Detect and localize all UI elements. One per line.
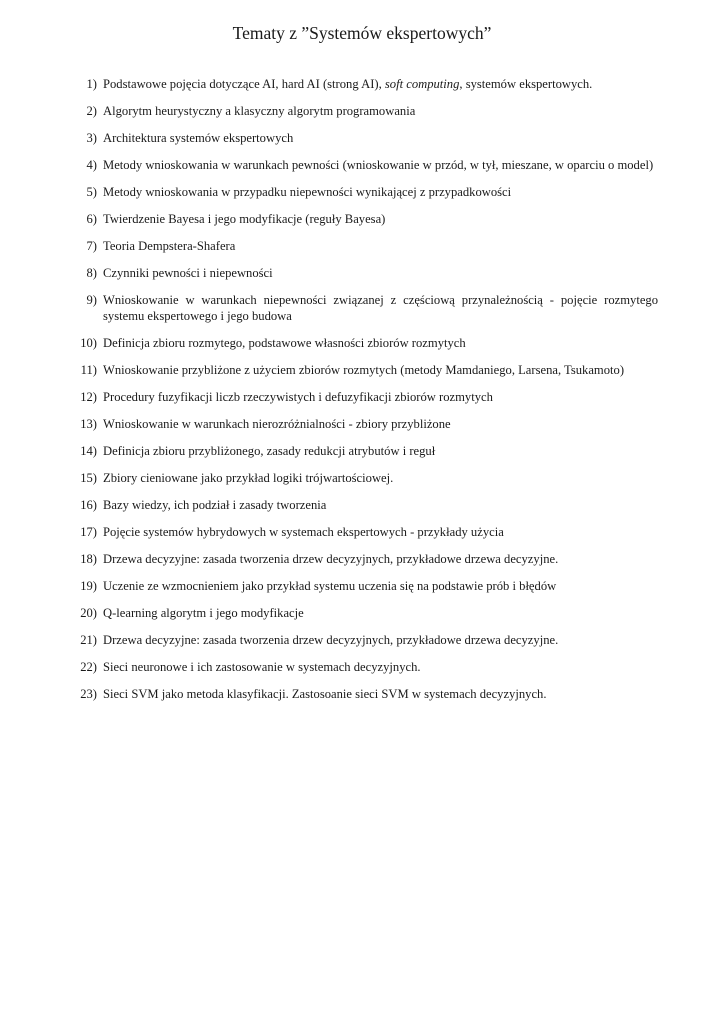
topic-text — [103, 552, 558, 566]
topic-number: 19) — [80, 579, 97, 593]
topic-item — [72, 130, 658, 146]
topic-text — [103, 363, 624, 377]
topic-text — [103, 579, 556, 593]
topic-text — [103, 633, 558, 647]
topic-text-main: Drzewa decyzyjne: zasada tworzenia drzew decyzyjnych, przykładowe drzewa decyzyjne. — [103, 633, 559, 647]
topic-text — [103, 239, 235, 253]
topic-item — [72, 470, 658, 486]
topic-text — [103, 293, 658, 323]
topic-text — [103, 131, 293, 145]
topic-number: 18) — [80, 552, 97, 566]
topic-text-main: Wnioskowanie w warunkach nierozróżnialności - zbiory przybliżone — [103, 417, 451, 431]
topic-item — [72, 103, 658, 119]
topic-text-main: Wnioskowanie w warunkach niepewności związanej z częściową przynależnością - pojęcie rozmytego systemu ekspertowego i jego budowa — [103, 293, 658, 323]
topic-number: 1) — [86, 77, 97, 91]
topic-text-main: Architektura systemów ekspertowych — [103, 131, 294, 145]
topic-item — [72, 578, 658, 594]
topic-text-suffix: , systemów ekspertowych. — [459, 77, 593, 91]
topic-text-main: Teoria Dempstera-Shafera — [103, 239, 236, 253]
topic-text — [103, 444, 435, 458]
topic-text — [103, 660, 421, 674]
topic-item — [72, 362, 658, 378]
topic-text — [103, 390, 493, 404]
topic-text-main: Wnioskowanie przybliżone z użyciem zbiorów rozmytych (metody Mamdaniego, Larsena, Tsukamoto) — [103, 363, 625, 377]
topic-number: 22) — [80, 660, 97, 674]
topic-text — [103, 336, 466, 350]
topic-text-main: Uczenie ze wzmocnieniem jako przykład systemu uczenia się na podstawie prób i błędów — [103, 579, 557, 593]
topic-number: 16) — [80, 498, 97, 512]
topic-text-main: Sieci SVM jako metoda klasyfikacji. Zastosoanie sieci SVM w systemach decyzyjnych. — [103, 687, 547, 701]
topic-text — [103, 266, 273, 280]
topic-item — [72, 389, 658, 405]
topic-text-main: Q-learning algorytm i jego modyfikacje — [103, 606, 304, 620]
topic-number: 12) — [80, 390, 97, 404]
topic-text — [103, 212, 385, 226]
topic-number: 15) — [80, 471, 97, 485]
topic-item — [72, 605, 658, 621]
topic-text — [103, 471, 393, 485]
topic-item — [72, 551, 658, 567]
topic-item — [72, 524, 658, 540]
topic-text-main: Definicja zbioru rozmytego, podstawowe własności zbiorów rozmytych — [103, 336, 466, 350]
topic-text-main: Czynniki pewności i niepewności — [103, 266, 273, 280]
topic-item — [72, 238, 658, 254]
topic-text-main: Twierdzenie Bayesa i jego modyfikacje (reguły Bayesa) — [103, 212, 386, 226]
topic-item — [72, 686, 658, 702]
topic-number: 5) — [86, 185, 97, 199]
topic-text-main: Metody wnioskowania w warunkach pewności (wnioskowanie w przód, w tył, mieszane, w oparciu o model) — [103, 158, 654, 172]
topic-list — [72, 76, 658, 713]
topic-number: 14) — [80, 444, 97, 458]
topic-number: 11) — [80, 363, 97, 377]
topic-item — [72, 184, 658, 200]
topic-text-main: Sieci neuronowe i ich zastosowanie w systemach decyzyjnych. — [103, 660, 421, 674]
topic-text — [103, 104, 415, 118]
topic-number: 7) — [86, 239, 97, 253]
topic-number: 23) — [80, 687, 97, 701]
topic-text-emphasis: soft computing — [384, 77, 460, 91]
topic-text-main: Metody wnioskowania w przypadku niepewności wynikającej z przypadkowości — [103, 185, 512, 199]
topic-item — [72, 76, 658, 92]
topic-number: 10) — [80, 336, 97, 350]
topic-text — [103, 687, 546, 701]
topic-text-main: Procedury fuzyfikacji liczb rzeczywistych i defuzyfikacji zbiorów rozmytych — [103, 390, 493, 404]
topic-item — [72, 497, 658, 513]
topic-item — [72, 659, 658, 675]
topic-number: 21) — [80, 633, 97, 647]
topic-item — [72, 443, 658, 459]
topic-item — [72, 265, 658, 281]
topic-item — [72, 335, 658, 351]
topic-text — [103, 606, 304, 620]
topic-number: 8) — [86, 266, 97, 280]
document-title: Tematy z ”Systemów ekspertowych” — [232, 23, 492, 43]
topic-text — [103, 158, 653, 172]
topic-text — [103, 525, 504, 539]
topic-text-main: Pojęcie systemów hybrydowych w systemach ekspertowych - przykłady użycia — [103, 525, 504, 539]
topic-text — [103, 417, 451, 431]
topic-number: 6) — [86, 212, 97, 226]
topic-number: 2) — [86, 104, 97, 118]
topic-text-main: Bazy wiedzy, ich podział i zasady tworzenia — [103, 498, 327, 512]
topic-number: 17) — [80, 525, 97, 539]
topic-item — [72, 632, 658, 648]
topic-text — [103, 185, 511, 199]
topic-text — [103, 77, 592, 91]
topic-text-main: Algorytm heurystyczny a klasyczny algorytm programowania — [103, 104, 416, 118]
topic-text — [103, 498, 326, 512]
topic-number: 4) — [86, 158, 97, 172]
topic-number: 9) — [86, 293, 97, 307]
topic-number: 3) — [86, 131, 97, 145]
topic-text-main: Podstawowe pojęcia dotyczące AI, hard AI (strong AI), — [103, 77, 385, 91]
topic-text-main: Drzewa decyzyjne: zasada tworzenia drzew decyzyjnych, przykładowe drzewa decyzyjne. — [103, 552, 559, 566]
topic-item — [72, 211, 658, 227]
topic-text-main: Zbiory cieniowane jako przykład logiki trójwartościowej. — [103, 471, 394, 485]
topic-text-main: Definicja zbioru przybliżonego, zasady redukcji atrybutów i reguł — [103, 444, 436, 458]
topic-item — [72, 157, 658, 173]
topic-item — [72, 416, 658, 432]
topic-number: 13) — [80, 417, 97, 431]
topic-item — [72, 292, 658, 324]
topic-number: 20) — [80, 606, 97, 620]
